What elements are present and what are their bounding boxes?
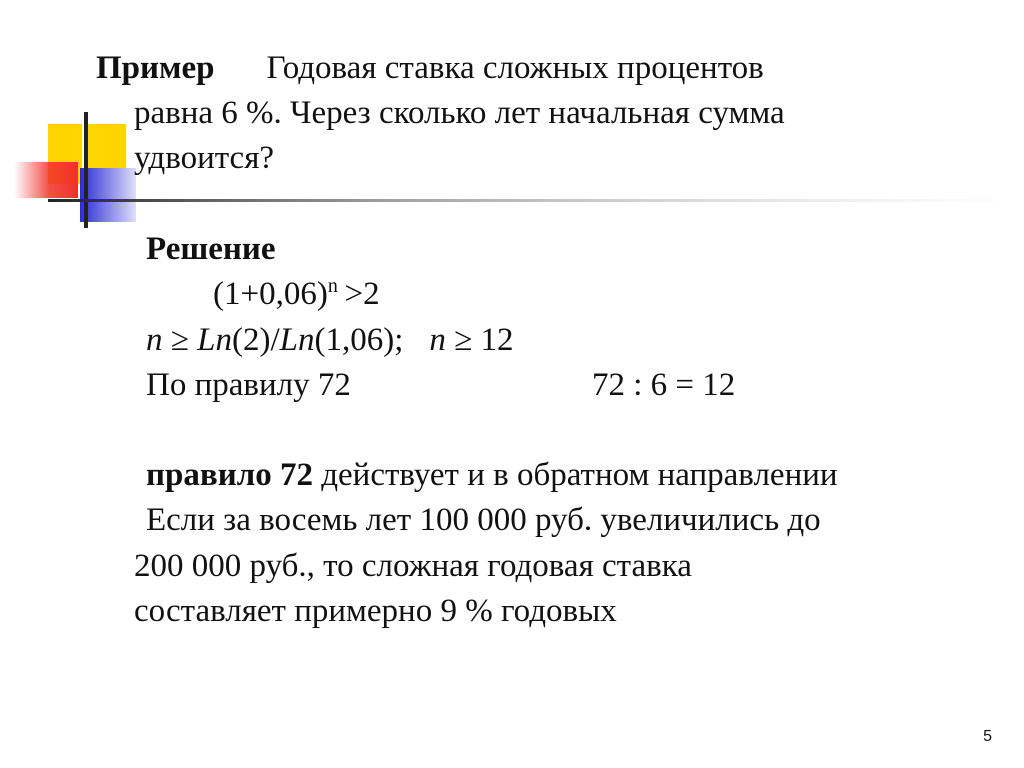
ineq-value: 12 xyxy=(480,322,514,358)
yellow-square-right xyxy=(88,124,126,168)
ineq-ln-1: Ln xyxy=(197,322,232,358)
ineq-geq-1: ≥ xyxy=(170,322,189,358)
rule72-line-1 xyxy=(146,453,838,497)
rule72-line-2: Если за восемь лет 100 000 руб. увеличились до xyxy=(146,502,821,538)
example-line-3: удвоится? xyxy=(134,140,275,176)
formula-base: (1+0,06) xyxy=(213,276,328,312)
ineq-n-1: n xyxy=(146,322,163,358)
formula-rhs: >2 xyxy=(344,276,380,312)
rule72-rest: действует и в обратном направлении xyxy=(321,457,838,493)
formula-exponent: n xyxy=(327,275,338,297)
rule72-line-4: составляет примерно 9 % годовых xyxy=(134,593,617,629)
page-number: 5 xyxy=(983,728,992,745)
solution-inequality xyxy=(146,318,514,362)
rule72-bold: правило 72 xyxy=(146,457,313,493)
ineq-geq-2: ≥ xyxy=(454,322,473,358)
rule72-line-3: 200 000 руб., то сложная годовая ставка xyxy=(134,548,692,584)
rule-label: По правилу 72 xyxy=(146,367,351,403)
example-text-1: Годовая ставка сложных процентов xyxy=(266,50,764,86)
solution-formula xyxy=(213,272,380,316)
ineq-arg-1: (2)/ xyxy=(231,322,280,358)
example-label: Пример xyxy=(96,50,215,86)
example-line-1 xyxy=(96,46,764,90)
ineq-arg-2: (1,06); xyxy=(314,322,404,358)
example-line-2: равна 6 %. Через сколько лет начальная сумма xyxy=(134,95,785,131)
horizontal-rule xyxy=(48,199,1024,202)
rule-calc: 72 : 6 = 12 xyxy=(592,367,736,403)
solution-heading: Решение xyxy=(146,231,276,267)
red-gradient-bar xyxy=(14,162,78,198)
ineq-n-2: n xyxy=(429,322,446,358)
vertical-line xyxy=(84,112,88,228)
blue-square xyxy=(80,168,136,222)
ineq-ln-2: Ln xyxy=(279,322,315,358)
